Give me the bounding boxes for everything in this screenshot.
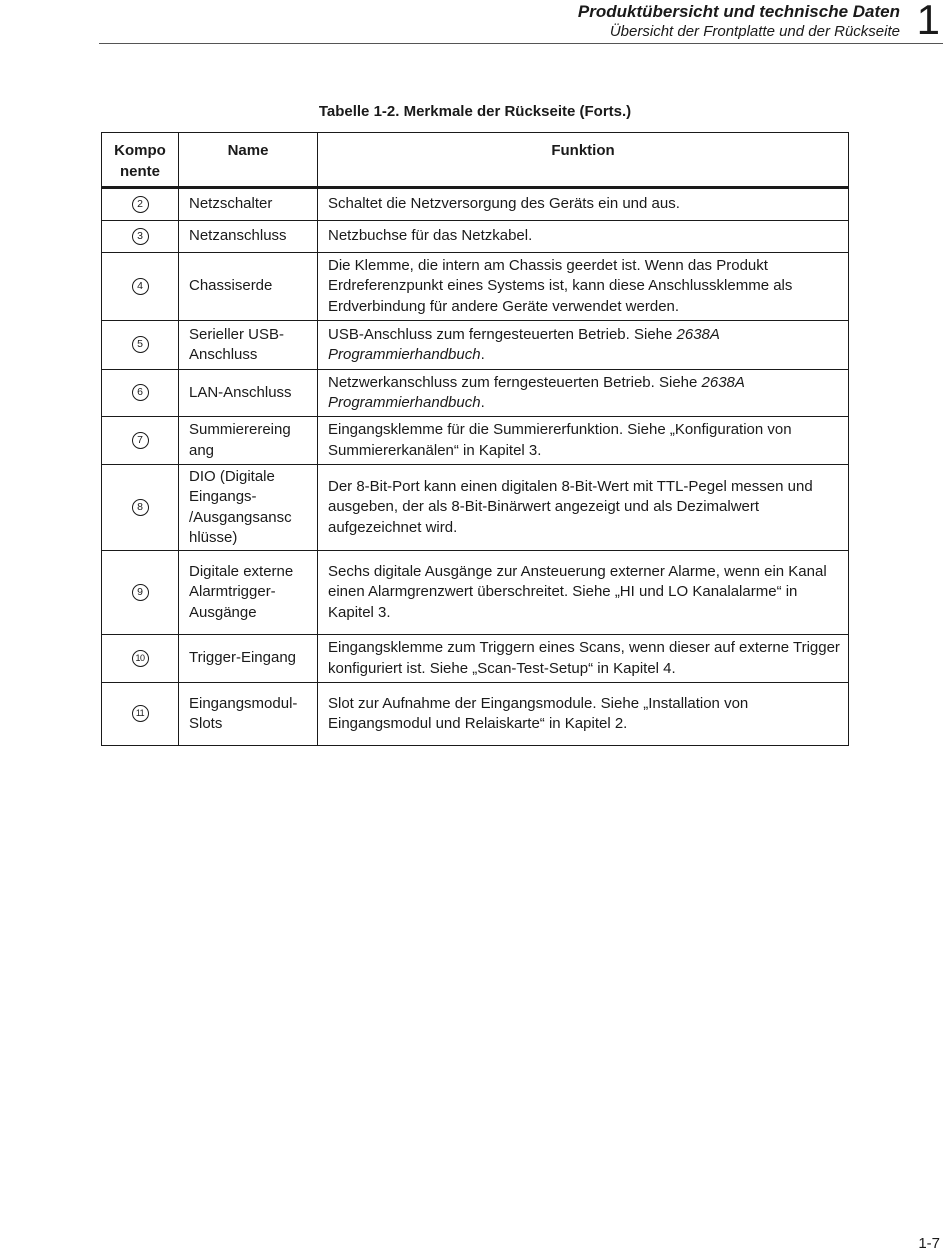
function-cell: USB-Anschluss zum ferngesteuerten Betrieb. Siehe 2638A Programmierhandbuch.: [318, 321, 849, 370]
table-row: [102, 635, 849, 683]
function-cell: Schaltet die Netzversorgung des Geräts ein und aus.: [318, 188, 849, 221]
manual-reference: 2638A Programmierhandbuch: [328, 325, 720, 363]
name-cell: Trigger-Eingang: [179, 635, 318, 683]
column-header-name: Name: [179, 133, 318, 188]
chapter-number: 1: [916, 0, 940, 43]
name-cell: Summierereing ang: [179, 417, 318, 465]
component-cell: [102, 551, 179, 635]
component-number-badge: 10: [132, 650, 149, 667]
table-row: [102, 370, 849, 417]
component-number-badge: 7: [132, 432, 149, 449]
function-cell: Die Klemme, die intern am Chassis geerdet ist. Wenn das Produkt Erdreferenzpunkt eines Systems ist, kann diese Anschlussklemme als Erdverbindung für andere Geräte verwendet werden.: [318, 253, 849, 321]
component-cell: [102, 683, 179, 746]
name-cell: Chassiserde: [179, 253, 318, 321]
table-row: [102, 551, 849, 635]
running-header-subtitle: Übersicht der Frontplatte und der Rückseite: [609, 23, 900, 40]
component-cell: [102, 417, 179, 465]
component-number-badge: 11: [132, 705, 149, 722]
name-cell: LAN-Anschluss: [179, 370, 318, 417]
component-number-badge: 5: [132, 336, 149, 353]
component-cell: [102, 635, 179, 683]
column-header-function: Funktion: [318, 133, 849, 188]
component-cell: [102, 221, 179, 253]
table-row: [102, 321, 849, 370]
function-cell: Der 8-Bit-Port kann einen digitalen 8-Bit-Wert mit TTL-Pegel messen und ausgeben, der als 8-Bit-Binärwert angezeigt und als Dezimalwert aufgezeichnet wird.: [318, 465, 849, 551]
component-cell: [102, 188, 179, 221]
component-number-badge: 6: [132, 384, 149, 401]
function-cell: Eingangsklemme für die Summiererfunktion. Siehe „Konfiguration von Summiererkanälen“ in Kapitel 3.: [318, 417, 849, 465]
component-cell: [102, 321, 179, 370]
component-cell: [102, 465, 179, 551]
column-header-component-line1: Kompo: [114, 142, 166, 159]
column-header-component: [102, 133, 179, 188]
rear-panel-features-table: [101, 132, 849, 746]
component-cell: [102, 370, 179, 417]
name-cell: Digitale externe Alarmtrigger- Ausgänge: [179, 551, 318, 635]
name-cell: Serieller USB- Anschluss: [179, 321, 318, 370]
table-row: [102, 221, 849, 253]
manual-reference: 2638A Programmierhandbuch: [328, 373, 745, 411]
function-cell: Slot zur Aufnahme der Eingangsmodule. Siehe „Installation von Eingangsmodul und Relaiskarte“ in Kapitel 2.: [318, 683, 849, 746]
component-number-badge: 8: [132, 499, 149, 516]
component-number-badge: 3: [132, 228, 149, 245]
table-row: [102, 417, 849, 465]
name-cell: Eingangsmodul- Slots: [179, 683, 318, 746]
name-cell: Netzanschluss: [179, 221, 318, 253]
header-divider: [99, 43, 943, 44]
name-cell: Netzschalter: [179, 188, 318, 221]
name-cell: DIO (Digitale Eingangs- /Ausgangsansc hlüsse): [179, 465, 318, 551]
component-number-badge: 4: [132, 278, 149, 295]
table-caption: Tabelle 1-2. Merkmale der Rückseite (Forts.): [318, 103, 632, 120]
table-row: [102, 253, 849, 321]
table-row: [102, 465, 849, 551]
table-row: [102, 683, 849, 746]
function-cell: Netzwerkanschluss zum ferngesteuerten Betrieb. Siehe 2638A Programmierhandbuch.: [318, 370, 849, 417]
function-cell: Netzbuchse für das Netzkabel.: [318, 221, 849, 253]
running-header-title: Produktübersicht und technische Daten: [577, 2, 900, 21]
function-cell: Eingangsklemme zum Triggern eines Scans, wenn dieser auf externe Trigger konfiguriert ist. Siehe „Scan-Test-Setup“ in Kapitel 4.: [318, 635, 849, 683]
table-row: [102, 188, 849, 221]
page-number: 1-7: [918, 1235, 940, 1252]
component-number-badge: 9: [132, 584, 149, 601]
column-header-component-line2: nente: [119, 162, 160, 180]
function-cell: Sechs digitale Ausgänge zur Ansteuerung externer Alarme, wenn ein Kanal einen Alarmgrenzwert überschreitet. Siehe „HI und LO Kanalalarme“ in Kapitel 3.: [318, 551, 849, 635]
component-cell: [102, 253, 179, 321]
component-number-badge: 2: [132, 196, 149, 213]
table-header-row: [102, 133, 849, 188]
